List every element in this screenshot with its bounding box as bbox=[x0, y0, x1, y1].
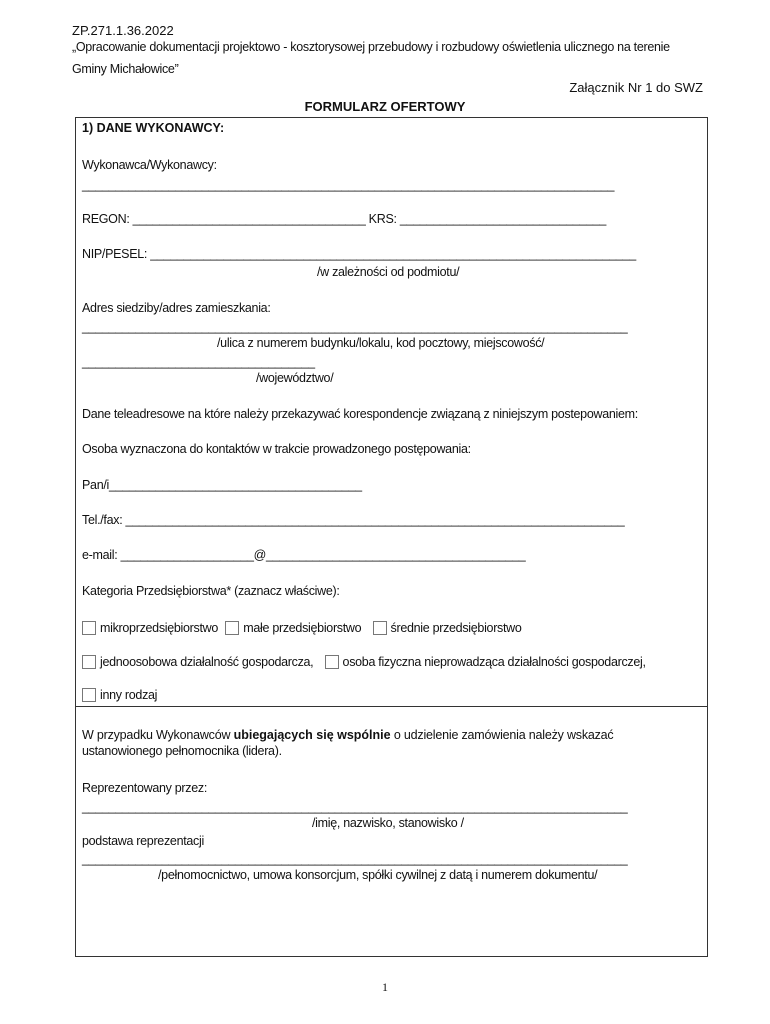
address-label: Adres siedziby/adres zamieszkania: bbox=[82, 301, 271, 315]
joint-text-bold: ubiegających się wspólnie bbox=[233, 728, 391, 742]
category-row-3 bbox=[82, 688, 157, 702]
teleaddress-label: Dane teleadresowe na które należy przekazywać korespondencje związaną z niniejszym postepowaniem: bbox=[82, 407, 638, 421]
document-title-line2: Gminy Michałowice” bbox=[72, 62, 179, 76]
contractor-label: Wykonawca/Wykonawcy: bbox=[82, 158, 217, 172]
natural-person-checkbox[interactable] bbox=[325, 655, 339, 669]
represented-by-label: Reprezentowany przez: bbox=[82, 781, 208, 795]
representation-basis-field[interactable]: __________________________________________________________________________________ bbox=[82, 852, 628, 866]
category-row-1 bbox=[82, 621, 522, 635]
voivodeship-hint: /województwo/ bbox=[256, 371, 334, 385]
sole-proprietorship-label: jednoosobowa działalność gospodarcza, bbox=[100, 655, 314, 669]
other-type-checkbox[interactable] bbox=[82, 688, 96, 702]
representation-basis-hint: /pełnomocnictwo, umowa konsorcjum, spółki cywilnej z datą i numerem dokumentu/ bbox=[158, 868, 598, 882]
representation-basis-label: podstawa reprezentacji bbox=[82, 834, 204, 848]
category-row-2 bbox=[82, 655, 646, 669]
regon-krs-field[interactable]: REGON: ___________________________________ KRS: _______________________________ bbox=[82, 212, 607, 226]
page-number: 1 bbox=[382, 980, 388, 994]
section1-heading: 1) DANE WYKONAWCY: bbox=[82, 121, 225, 135]
phone-fax-field[interactable]: Tel./fax: ___________________________________________________________________________ bbox=[82, 513, 625, 527]
joint-text-post: o udzielenie zamówienia należy wskazać bbox=[390, 728, 614, 742]
micro-label: mikroprzedsiębiorstwo bbox=[100, 621, 219, 635]
micro-checkbox[interactable] bbox=[82, 621, 96, 635]
represented-by-hint: /imię, nazwisko, stanowisko / bbox=[312, 816, 464, 830]
enterprise-category-label: Kategoria Przedsiębiorstwa* (zaznacz właściwe): bbox=[82, 584, 340, 598]
medium-checkbox[interactable] bbox=[373, 621, 387, 635]
address-hint: /ulica z numerem budynku/lokalu, kod pocztowy, miejscowość/ bbox=[217, 336, 545, 350]
voivodeship-field[interactable]: ___________________________________ bbox=[82, 355, 315, 369]
sole-proprietorship-checkbox[interactable] bbox=[82, 655, 96, 669]
medium-label: średnie przedsiębiorstwo bbox=[390, 621, 522, 635]
contractor-field[interactable]: ________________________________________________________________________________ bbox=[82, 178, 615, 192]
form-title: FORMULARZ OFERTOWY bbox=[304, 99, 466, 114]
small-label: małe przedsiębiorstwo bbox=[243, 621, 362, 635]
natural-person-label: osoba fizyczna nieprowadząca działalności gospodarczej, bbox=[342, 655, 646, 669]
other-type-label: inny rodzaj bbox=[100, 688, 158, 702]
contact-person-label: Osoba wyznaczona do kontaktów w trakcie prowadzonego postępowania: bbox=[82, 442, 471, 456]
nip-hint: /w zależności od podmiotu/ bbox=[317, 265, 460, 279]
document-reference: ZP.271.1.36.2022 bbox=[72, 23, 174, 38]
joint-bidders-text bbox=[82, 727, 702, 744]
joint-text-pre: W przypadku Wykonawców bbox=[82, 728, 234, 742]
represented-by-field[interactable]: __________________________________________________________________________________ bbox=[82, 800, 628, 814]
address-field[interactable]: __________________________________________________________________________________ bbox=[82, 320, 628, 334]
email-field[interactable]: e-mail: ____________________@_______________________________________ bbox=[82, 548, 526, 562]
annex-label: Załącznik Nr 1 do SWZ bbox=[569, 80, 703, 95]
nip-field[interactable]: NIP/PESEL: _________________________________________________________________________ bbox=[82, 247, 636, 261]
document-title-line1: „Opracowanie dokumentacji projektowo - kosztorysowej przebudowy i rozbudowy oświetlenia ulicznego na terenie bbox=[72, 40, 670, 54]
small-checkbox[interactable] bbox=[225, 621, 239, 635]
contact-person-field[interactable]: Pan/i______________________________________ bbox=[82, 478, 362, 492]
joint-bidders-text-line2: ustanowionego pełnomocnika (lidera). bbox=[82, 744, 282, 758]
